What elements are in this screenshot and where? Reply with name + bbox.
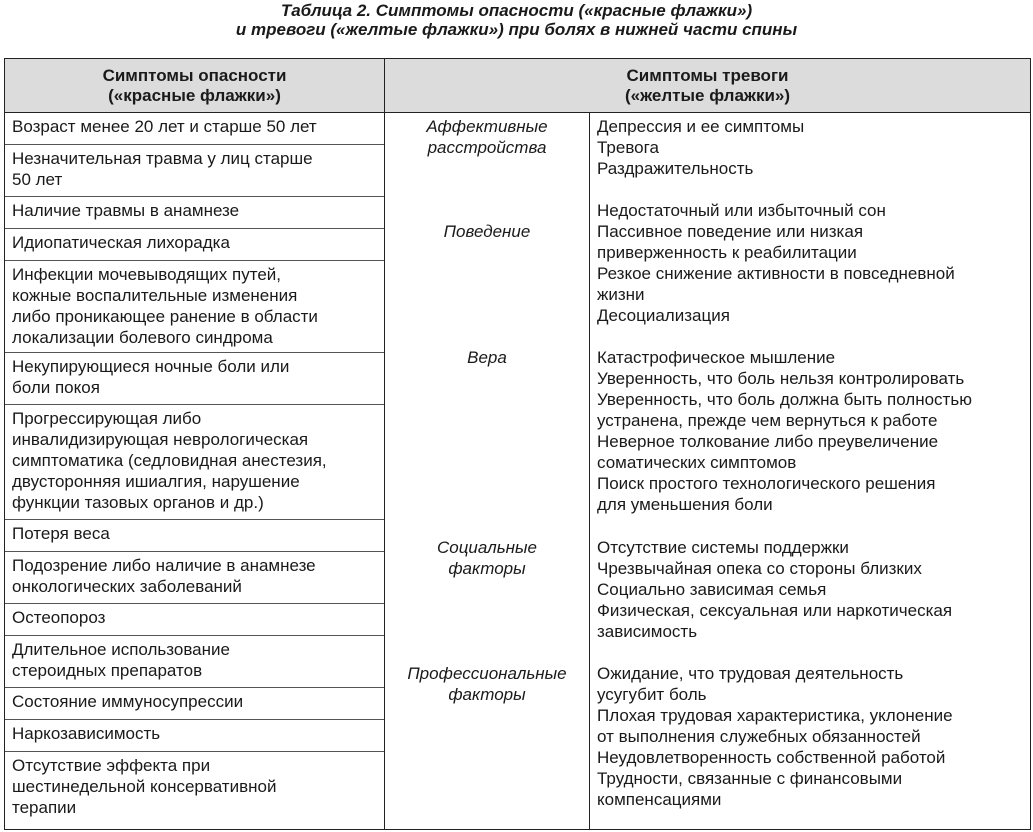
yellow-flag-text: Недостаточный или избыточный сон — [597, 201, 886, 220]
red-flag-text: Инфекции мочевыводящих путей, — [12, 265, 281, 284]
red-flag-row — [5, 688, 384, 720]
header-red-flags-line-2: («красные флажки») — [108, 85, 281, 105]
red-flag-text: Подозрение либо наличие в анамнезе — [12, 556, 316, 575]
category-label: факторы — [448, 685, 526, 704]
red-flag-text: Состояние иммуносупрессии — [12, 692, 244, 711]
red-flag-text: симптоматика (седловидная анестезия, — [12, 451, 327, 470]
red-flag-text: Отсутствие эффекта при — [12, 756, 211, 775]
category-label: Социальные — [436, 538, 538, 557]
category-label: расстройства — [427, 138, 547, 157]
red-flag-text: Наркозависимость — [12, 724, 161, 743]
red-flag-row — [5, 520, 384, 552]
red-flag-row — [5, 604, 384, 636]
yellow-flag-text: Десоциализация — [597, 306, 730, 325]
caption-line-1: Таблица 2. Симптомы опасности («красные флажки») — [280, 1, 753, 20]
yellow-flag-text: усугубит боль — [597, 685, 707, 704]
red-flag-row — [5, 113, 384, 145]
table-caption — [0, 0, 1033, 42]
caption-line-2: и тревоги («желтые флажки») при болях в нижней части спины — [235, 20, 798, 39]
red-flag-text: кожные воспалительные изменения — [12, 286, 298, 305]
yellow-flag-text: соматических симптомов — [597, 453, 797, 472]
red-flag-row — [5, 229, 384, 261]
yellow-flag-group — [597, 537, 1026, 642]
yellow-flag-text: Чрезвычайная опека со стороны близких — [597, 559, 922, 578]
red-flag-text: Некупирующиеся ночные боли или — [12, 357, 290, 376]
category-label: факторы — [448, 559, 526, 578]
yellow-flag-text: для уменьшения боли — [597, 495, 773, 514]
red-flag-text: Прогрессирующая либо — [12, 409, 202, 428]
red-flag-text: стероидных препаратов — [12, 661, 203, 680]
red-flag-text: 50 лет — [12, 170, 63, 189]
red-flag-text: Длительное использование — [12, 640, 230, 659]
yellow-flag-text: Пассивное поведение или низкая — [597, 222, 864, 241]
header-yellow-flags-line-1: Симптомы тревоги — [626, 65, 789, 85]
yellow-flag-text: Уверенность, что боль должна быть полностью — [597, 390, 972, 409]
category-label: Профессиональные — [407, 664, 567, 683]
yellow-flag-text: Социально зависимая семья — [597, 580, 827, 599]
red-flags-column — [5, 113, 385, 829]
red-flag-text: Наличие травмы в анамнезе — [12, 201, 240, 220]
yellow-flag-text: приверженность к реабилитации — [597, 243, 857, 262]
red-flag-text: Идиопатическая лихорадка — [12, 233, 230, 252]
red-flag-row — [5, 636, 384, 688]
yellow-flag-text: от выполнения служебных обязанностей — [597, 727, 921, 746]
red-flag-text: онкологических заболеваний — [12, 577, 242, 596]
yellow-flag-text: жизни — [597, 285, 645, 304]
yellow-flag-category — [385, 221, 589, 242]
red-flag-text: Остеопороз — [12, 608, 106, 627]
red-flag-row — [5, 405, 384, 520]
yellow-flag-text: компенсациями — [597, 790, 722, 809]
yellow-flag-text: Резкое снижение активности в повседневной — [597, 264, 955, 283]
header-yellow-flags-line-2: («желтые флажки») — [624, 85, 791, 105]
yellow-flag-category — [385, 116, 589, 158]
yellow-flag-group — [597, 200, 1026, 326]
symptoms-table — [4, 58, 1031, 830]
yellow-flag-text: Неверное толкование либо преувеличение — [597, 432, 939, 451]
red-flag-text: боли покоя — [12, 378, 100, 397]
yellow-flag-text: зависимость — [597, 622, 698, 641]
yellow-flag-text: Физическая, сексуальная или наркотическая — [597, 601, 953, 620]
yellow-flag-text: Поиск простого технологического решения — [597, 474, 936, 493]
yellow-flag-text: Депрессия и ее симптомы — [597, 117, 805, 136]
red-flag-row — [5, 261, 384, 353]
red-flag-text: либо проникающее ранение в области — [12, 307, 318, 326]
yellow-flag-group — [597, 663, 1026, 810]
yellow-flag-text: Ожидание, что трудовая деятельность — [597, 664, 904, 683]
category-label: Вера — [467, 348, 507, 367]
category-label: Поведение — [443, 222, 531, 241]
red-flag-text: инвалидизирующая неврологическая — [12, 430, 309, 449]
yellow-flag-text: Трудности, связанные с финансовыми — [597, 769, 903, 788]
red-flag-text: двусторонняя ишиалгия, нарушение — [12, 472, 300, 491]
yellow-flag-category — [385, 663, 589, 705]
yellow-flag-text: Катастрофическое мышление — [597, 348, 836, 367]
yellow-flag-text: устранена, прежде чем вернуться к работе — [597, 411, 938, 430]
header-red-flags — [5, 59, 385, 112]
yellow-flag-group — [597, 347, 1026, 515]
red-flag-row — [5, 552, 384, 604]
yellow-flags-column — [590, 113, 1030, 829]
yellow-flag-text: Тревога — [597, 138, 659, 157]
red-flag-row — [5, 720, 384, 752]
yellow-flag-text: Неудовлетворенность собственной работой — [597, 748, 946, 767]
red-flag-text: шестинедельной консервативной — [12, 777, 277, 796]
table-header — [5, 59, 1030, 113]
yellow-flag-text: Плохая трудовая характеристика, уклонение — [597, 706, 953, 725]
yellow-flag-text: Отсутствие системы поддержки — [597, 538, 849, 557]
red-flag-text: Незначительная травма у лиц старше — [12, 149, 313, 168]
yellow-flag-text: Раздражительность — [597, 159, 754, 178]
red-flag-text: локализации болевого синдрома — [12, 328, 273, 347]
red-flag-text: Потеря веса — [12, 524, 110, 543]
red-flag-text: Возраст менее 20 лет и старше 50 лет — [12, 117, 317, 136]
red-flag-row — [5, 353, 384, 405]
red-flag-text: терапии — [12, 798, 77, 817]
red-flag-text: функции тазовых органов и др.) — [12, 493, 264, 512]
yellow-flag-group — [597, 116, 1026, 179]
red-flag-row — [5, 145, 384, 197]
yellow-flag-category — [385, 537, 589, 579]
yellow-flag-text: Уверенность, что боль нельзя контролировать — [597, 369, 965, 388]
yellow-flag-category — [385, 347, 589, 368]
header-yellow-flags — [385, 59, 1030, 112]
yellow-flag-categories-column — [385, 113, 590, 829]
header-red-flags-line-1: Симптомы опасности — [102, 65, 287, 85]
red-flag-row — [5, 752, 384, 831]
red-flag-row — [5, 197, 384, 229]
category-label: Аффективные — [426, 117, 548, 136]
